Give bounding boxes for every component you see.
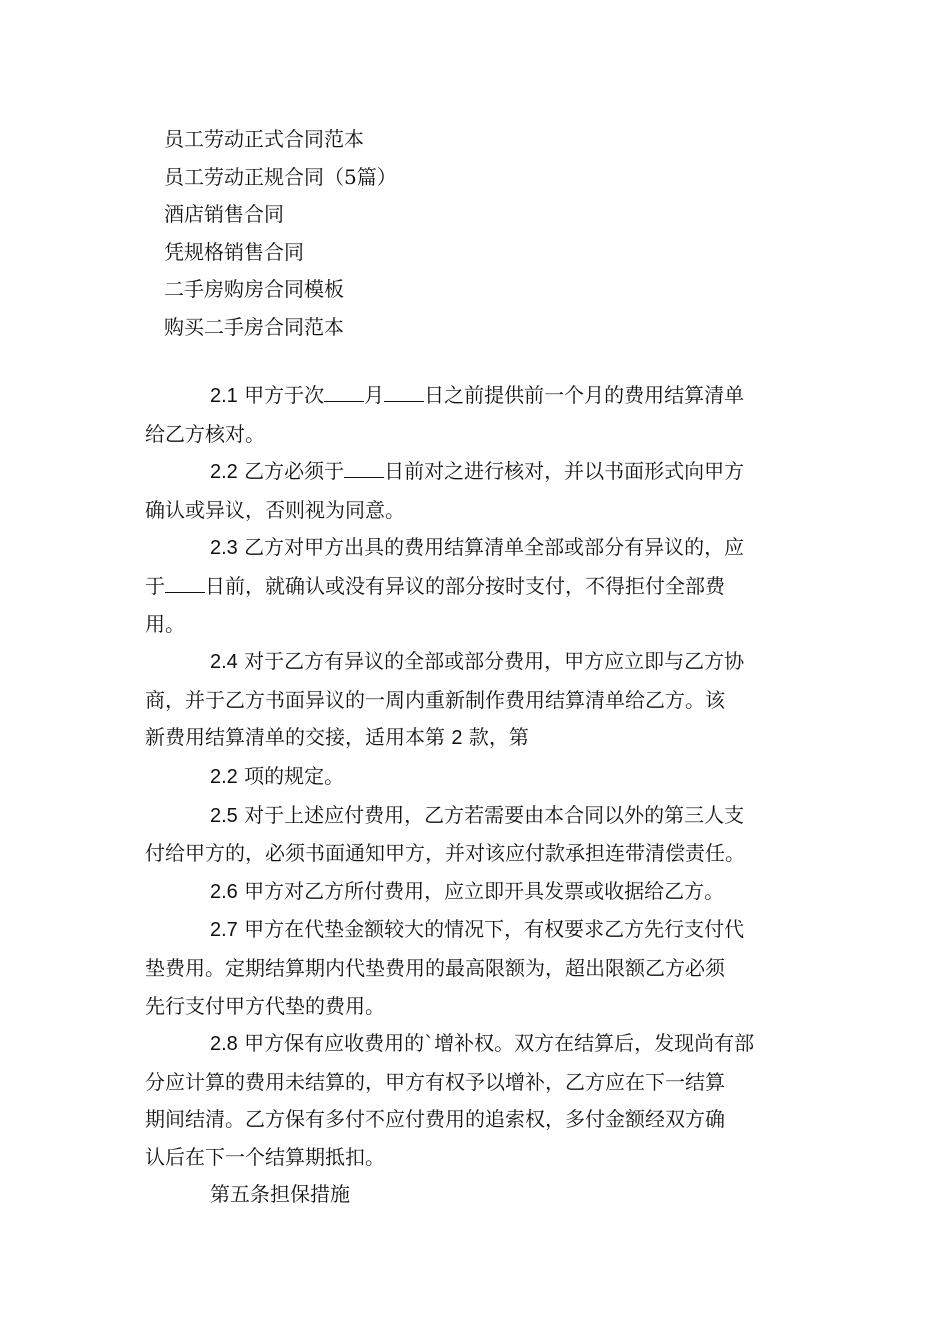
clause-text: 对于乙方有异议的全部或部分费用，甲方应立即与乙方协	[237, 649, 745, 674]
article-5-heading	[145, 1176, 807, 1214]
clause-2-5	[145, 797, 807, 873]
clause-number: 2.8	[210, 1033, 238, 1056]
clause-number: 2.3	[210, 537, 238, 560]
clause-text: 日前对之进行核对，并以书面形式向甲方	[384, 459, 745, 484]
related-link[interactable]: 酒店销售合同	[164, 202, 284, 226]
clause-number: 2.7	[210, 919, 238, 942]
clause-number: 2.6	[210, 880, 238, 903]
clause-text: 付给甲方的，必须书面通知甲方，并对该应付款承担连带清偿责任。	[145, 841, 745, 866]
related-link[interactable]: 二手房购房合同模板	[164, 277, 344, 301]
clause-text: 甲方于次	[237, 383, 325, 407]
clause-text: 乙方对甲方出具的费用结算清单全部或部分有异议的，应	[237, 535, 745, 560]
clause-number: 2.5	[210, 804, 238, 827]
related-link[interactable]: 员工劳动正式合同范本	[164, 127, 364, 151]
clause-text: 先行支付甲方代垫的费用。	[145, 993, 385, 1018]
clause-text: 日前，就确认或没有异议的部分按时支付，不得拒付全部费	[205, 573, 725, 598]
clause-2-3	[145, 529, 807, 643]
clause-text: 日之前提供前一个月的费用结算清单	[424, 383, 745, 407]
section-heading: 第五条担保措施	[210, 1182, 350, 1207]
contract-body	[145, 377, 807, 1214]
clause-number: 2	[451, 727, 463, 750]
clause-text: 对于上述应付费用，乙方若需要由本合同以外的第三人支	[237, 802, 745, 827]
clause-text: 确认或异议，否则视为同意。	[145, 497, 405, 522]
clause-text: 款，第	[462, 725, 529, 750]
fill-blank	[384, 400, 424, 402]
clause-text: 新费用结算清单的交接，适用本第	[145, 725, 452, 750]
clause-text: 给乙方核对。	[145, 421, 265, 446]
clause-text: 期间结清。乙方保有多付不应付费用的追索权，多付金额经双方确	[145, 1107, 725, 1132]
clause-2-6	[145, 873, 807, 912]
clause-text: 用。	[145, 611, 185, 636]
related-link[interactable]: 凭规格销售合同	[164, 239, 304, 264]
clause-number: 2.2	[210, 461, 238, 484]
clause-text: 乙方必须于	[237, 459, 345, 484]
clause-2-4	[145, 643, 807, 796]
clause-text: 认后在下一个结算期抵扣。	[145, 1144, 385, 1169]
clause-number: 2.2	[210, 765, 238, 788]
related-links-list	[164, 121, 397, 346]
clause-text: 月	[364, 383, 385, 407]
clause-2-1	[145, 377, 807, 453]
clause-text: 商，并于乙方书面异议的一周内重新制作费用结算清单给乙方。该	[145, 687, 725, 712]
fill-blank	[344, 476, 384, 478]
clause-text: 甲方在代垫金额较大的情况下，有权要求乙方先行支付代	[237, 917, 745, 942]
related-link[interactable]: 购买二手房合同范本	[164, 314, 344, 339]
related-link[interactable]: 员工劳动正规合同（5篇）	[164, 164, 397, 189]
clause-text: 垫费用。定期结算期内代垫费用的最高限额为，超出限额乙方必须	[145, 955, 725, 980]
clause-text: 项的规定。	[237, 763, 345, 788]
clause-2-2	[145, 453, 807, 529]
clause-number: 2.1	[210, 385, 238, 407]
clause-text: 于	[145, 573, 165, 598]
fill-blank	[324, 400, 364, 402]
clause-text: 甲方保有应收费用的`增补权。双方在结算后，发现尚有部	[237, 1031, 755, 1056]
clause-number: 2.4	[210, 651, 238, 674]
clause-text: 甲方对乙方所付费用，应立即开具发票或收据给乙方。	[237, 878, 725, 903]
clause-text: 分应计算的费用未结算的，甲方有权予以增补，乙方应在下一结算	[145, 1069, 725, 1094]
clause-2-7	[145, 911, 807, 1025]
clause-2-8	[145, 1025, 807, 1176]
fill-blank	[165, 591, 205, 593]
